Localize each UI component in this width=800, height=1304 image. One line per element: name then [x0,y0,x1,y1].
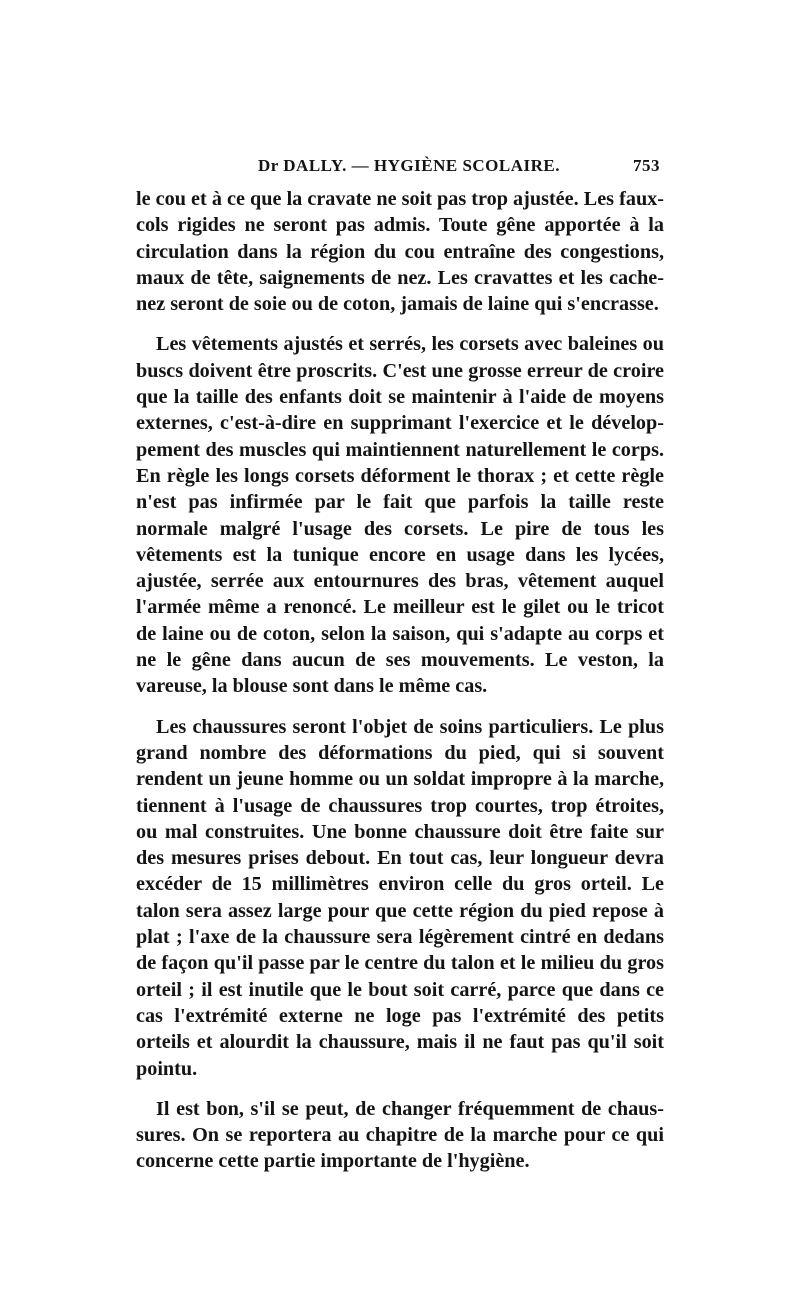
body-text [136,186,664,1175]
page-number: 753 [633,156,660,175]
paragraph-clothing: Les vêtements ajustés et serrés, les corsets avec baleines ou buscs doivent être proscrits. C'est une grosse erreur de croire que la taille des enfants doit se maintenir à l'aide de moyens externes, c'est-à-dire en supprimant l'exercice et le développement des muscles qui maintiennent naturellement le corps. En règle les longs corsets déforment le thorax ; et cette règle n'est pas infirmée par le fait que parfois la taille reste normale malgré l'usage des corsets. Le pire de tous les vêtements est la tunique encore en usage dans les lycées, ajustée, serrée aux entournures des bras, vêtement auquel l'armée même a renoncé. Le meilleur est le gilet ou le tricot de laine ou de coton, selon la saison, qui s'adapte au corps et ne le gêne dans aucun de ses mouvements. Le veston, la vareuse, la blouse sont dans le même cas. [136,333,664,698]
paragraph-shoes: Les chaussures seront l'objet de soins particuliers. Le plus grand nombre des déformations du pied, qui si souvent rendent un jeune homme ou un soldat impropre à la marche, tiennent à l'usage de chaussures trop courtes, trop étroites, ou mal construites. Une bonne chaussure doit être faite sur des mesures prises debout. En tout cas, leur longueur devra excéder de 15 millimètres environ celle du gros orteil. Le talon sera assez large pour que cette région du pied repose à plat ; l'axe de la chaussure sera légèrement cintré en dedans de façon qu'il passe par le centre du talon et le milieu du gros orteil ; il est inutile que le bout soit carré, parce que dans ce cas l'extrémité externe ne loge pas l'extrémité des petits orteils et alourdit la chaussure, mais il ne faut pas qu'il soit pointu. [136,715,664,1080]
paragraph-changing-shoes: Il est bon, s'il se peut, de changer fréquemment de chaussures. On se reportera au chapitre de la marche pour ce qui concerne cette partie importante de l'hygiène. [136,1097,664,1173]
running-title: Dr DALLY. — HYGIÈNE SCOLAIRE. [258,156,560,175]
book-page [136,150,664,1189]
running-header [136,150,664,180]
paragraph-continuation: le cou et à ce que la cravate ne soit pas trop ajustée. Les faux-cols rigides ne seront pas admis. Toute gêne apportée à la circulation dans la région du cou entraîne des congestions, maux de tête, saignements de nez. Les cravattes et les cache-nez seront de soie ou de coton, jamais de laine qui s'encrasse. [136,188,664,316]
